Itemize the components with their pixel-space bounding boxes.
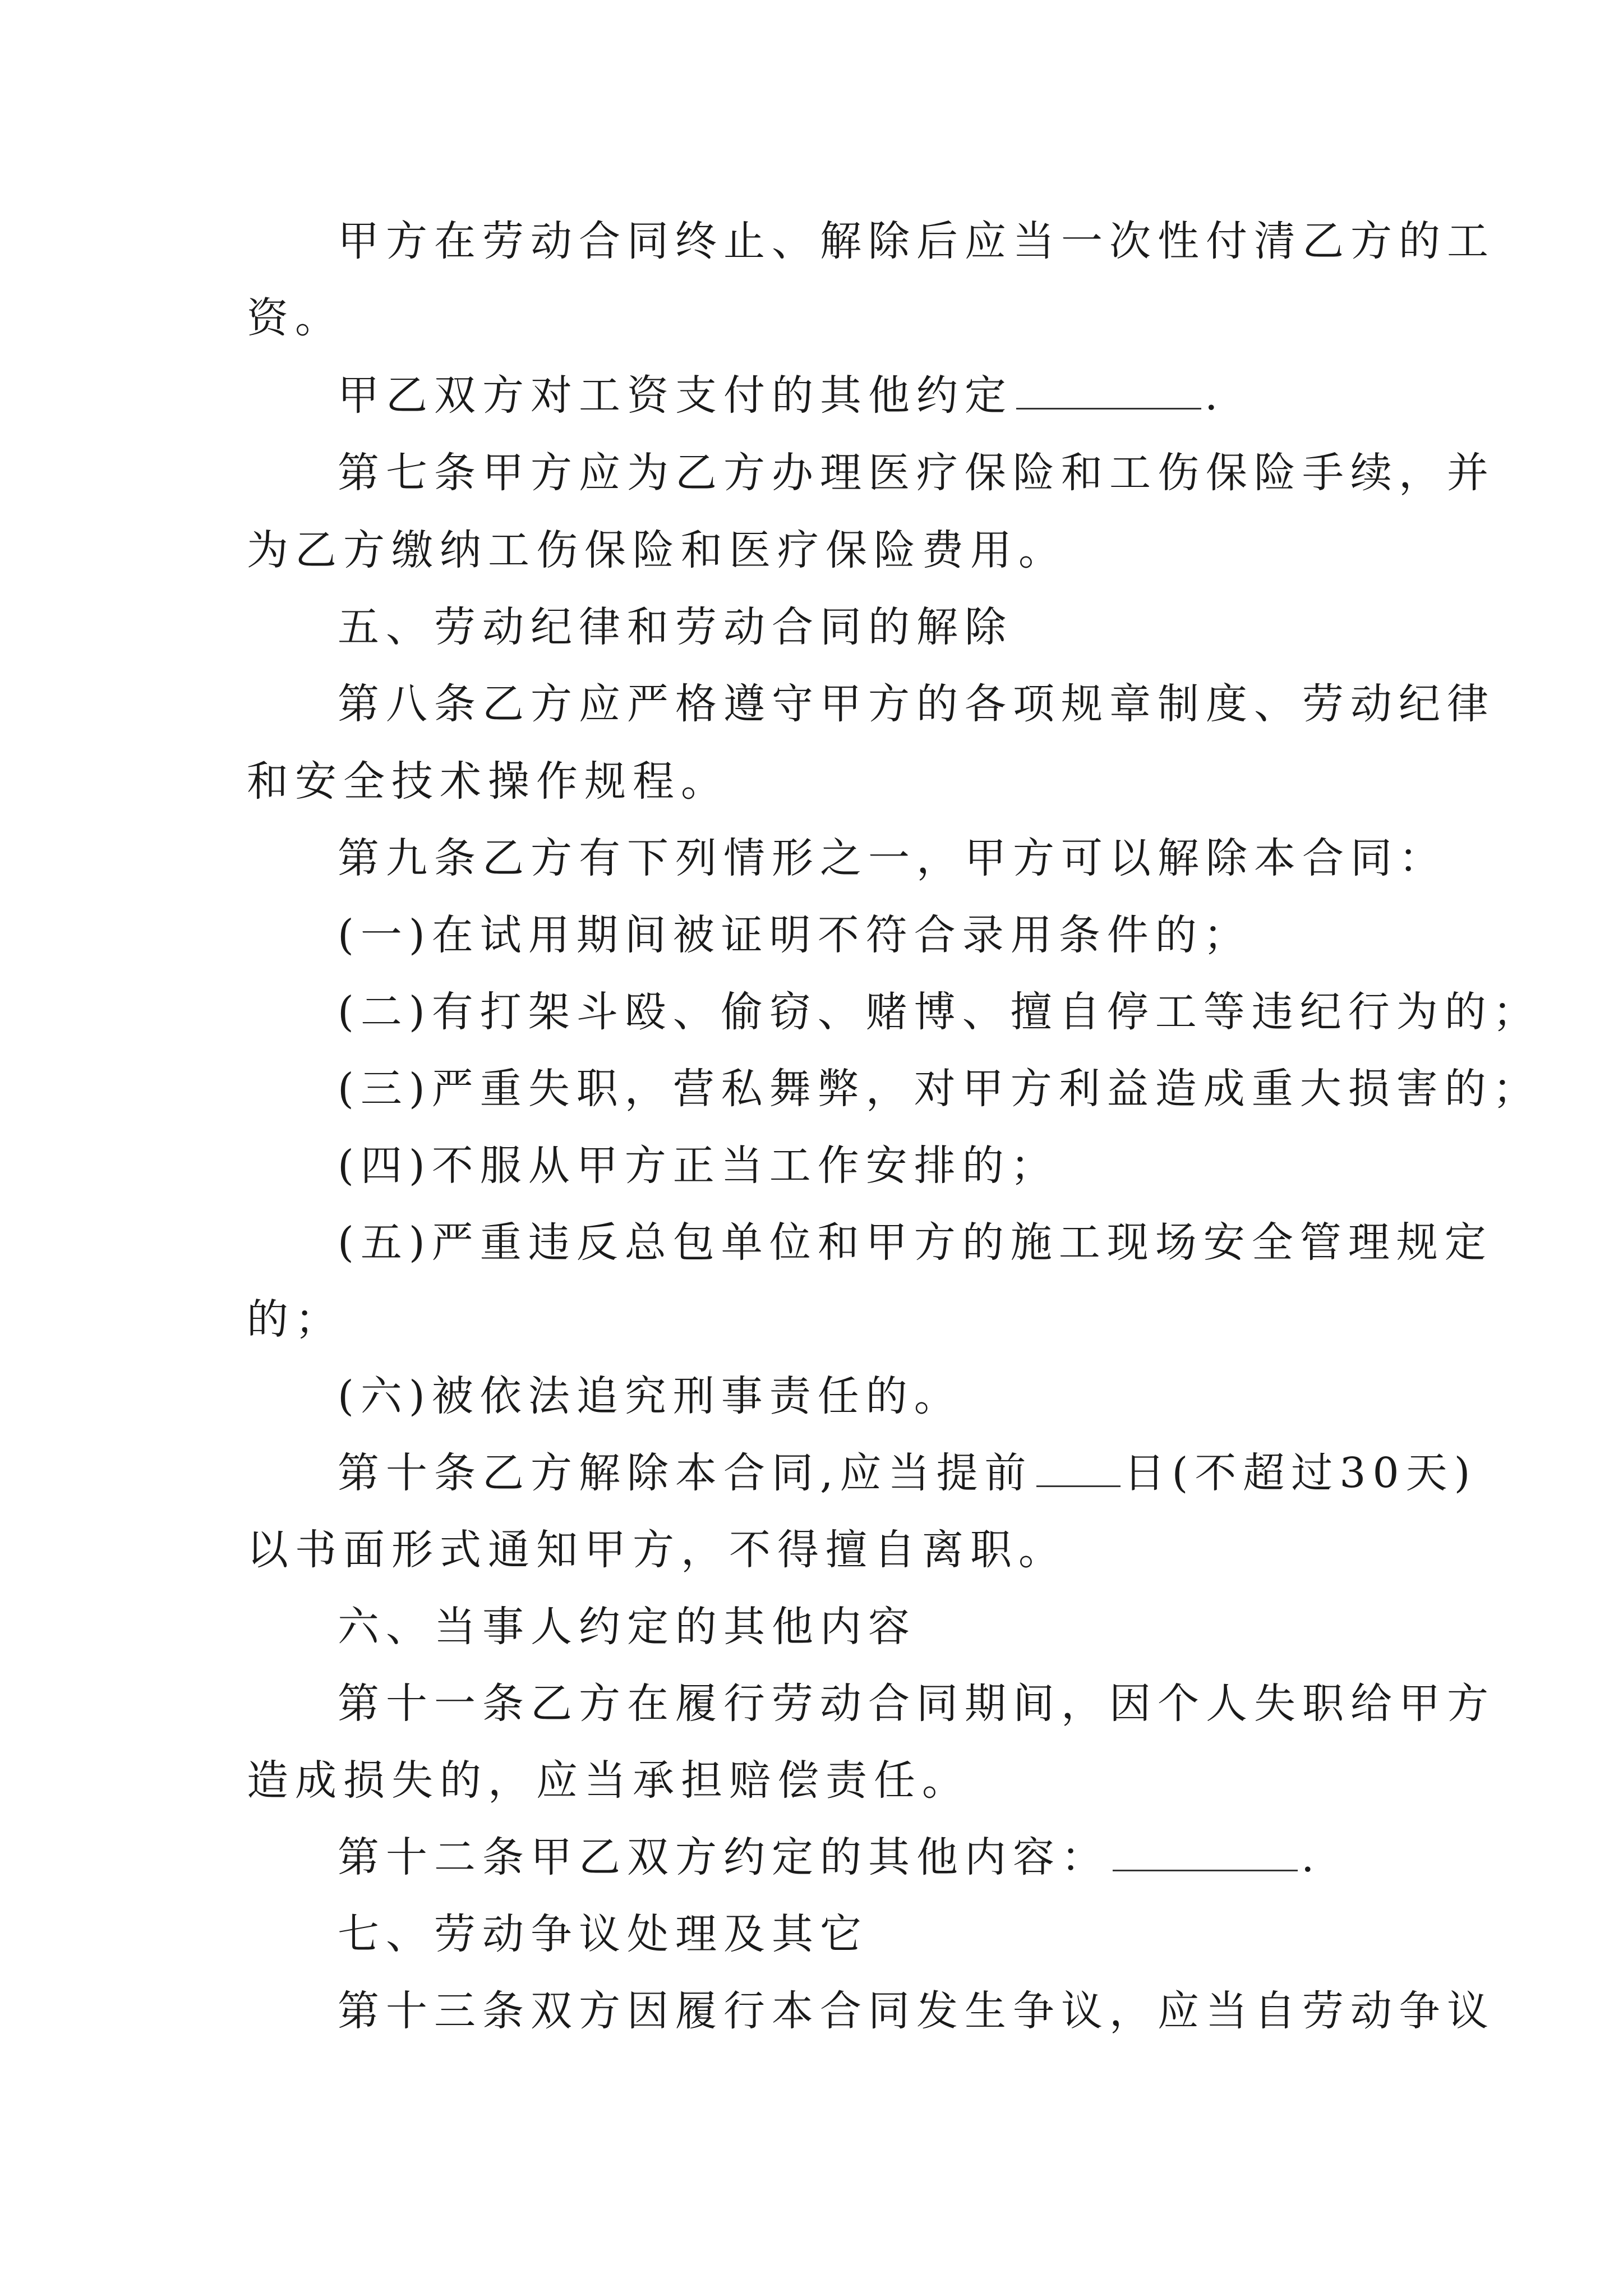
line-text: 甲乙双方对工资支付的其他约定 (338, 371, 1013, 420)
paragraph-line (338, 1969, 1495, 2053)
line-text: 第十条乙方解除本合同,应当提前 (338, 1449, 1033, 1497)
section-heading (338, 1892, 1392, 1976)
line-text: 第十三条双方因履行本合同发生争议，应当自劳动争议 (338, 1987, 1495, 2035)
paragraph-line (247, 739, 1391, 823)
line-text: 六、当事人约定的其他内容 (338, 1603, 916, 1651)
paragraph-line (247, 1738, 1391, 1823)
line-text: 造成损失的，应当承担赔偿责任。 (247, 1756, 970, 1805)
line-text: 资。 (247, 294, 343, 342)
paragraph-line (338, 1431, 1477, 1515)
list-item (247, 1277, 1391, 1361)
line-text: 和安全技术操作规程。 (247, 757, 729, 806)
line-text: 第八条乙方应严格遵守甲方的各项规章制度、劳动纪律 (338, 680, 1495, 728)
line-text: 为乙方缴纳工伤保险和医疗保险费用。 (247, 526, 1067, 574)
line-text: (五)严重违反总包单位和甲方的施工现场安全管理规定 (338, 1218, 1493, 1267)
paragraph-line (247, 276, 1391, 360)
paragraph-line (247, 1508, 1391, 1592)
line-text: (六)被依法追究刑事责任的。 (338, 1372, 962, 1420)
fill-in-blank (1113, 1833, 1298, 1871)
paragraph-line (338, 816, 1447, 900)
paragraph-line (338, 199, 1495, 283)
line-text: 第七条甲方应为乙方办理医疗保险和工伤保险手续，并 (338, 449, 1495, 497)
paragraph-line (338, 353, 1392, 438)
line-text: 第十一条乙方在履行劳动合同期间，因个人失职给甲方 (338, 1680, 1495, 1728)
line-text: 以书面形式通知甲方，不得擅自离职。 (247, 1526, 1067, 1574)
paragraph-line (247, 508, 1391, 592)
line-text: 甲方在劳动合同终止、解除后应当一次性付清乙方的工 (338, 217, 1495, 265)
fill-in-blank (1016, 371, 1201, 409)
line-text: 的； (247, 1295, 343, 1343)
line-text: (三)严重失职，营私舞弊，对甲方利益造成重大损害的； (338, 1065, 1541, 1113)
paragraph-line (338, 431, 1495, 515)
line-text: 第九条乙方有下列情形之一，甲方可以解除本合同： (338, 834, 1447, 882)
line-text: 日(不超过30天) (1123, 1449, 1477, 1497)
paragraph-line (338, 1662, 1495, 1746)
line-text: 第十二条甲乙双方约定的其他内容： (338, 1833, 1109, 1881)
line-text: (二)有打架斗殴、偷窃、赌博、擅自停工等违纪行为的； (338, 988, 1541, 1036)
fill-in-blank (1036, 1448, 1121, 1487)
list-item (338, 1124, 1392, 1208)
list-item (338, 1200, 1493, 1285)
list-item (338, 893, 1392, 977)
list-item (338, 1354, 1392, 1438)
line-text: 五、劳动纪律和劳动合同的解除 (338, 603, 1013, 651)
list-item (338, 970, 1541, 1054)
line-text: . (1301, 1833, 1321, 1881)
paragraph-line (338, 1815, 1392, 1899)
section-heading (338, 1585, 1392, 1669)
line-text: . (1205, 371, 1225, 420)
list-item (338, 1047, 1541, 1131)
line-text: (四)不服从甲方正当工作安排的； (338, 1142, 1059, 1190)
line-text: 七、劳动争议处理及其它 (338, 1910, 868, 1958)
line-text: (一)在试用期间被证明不符合录用条件的； (338, 911, 1252, 959)
section-heading (338, 585, 1392, 669)
paragraph-line (338, 662, 1495, 746)
